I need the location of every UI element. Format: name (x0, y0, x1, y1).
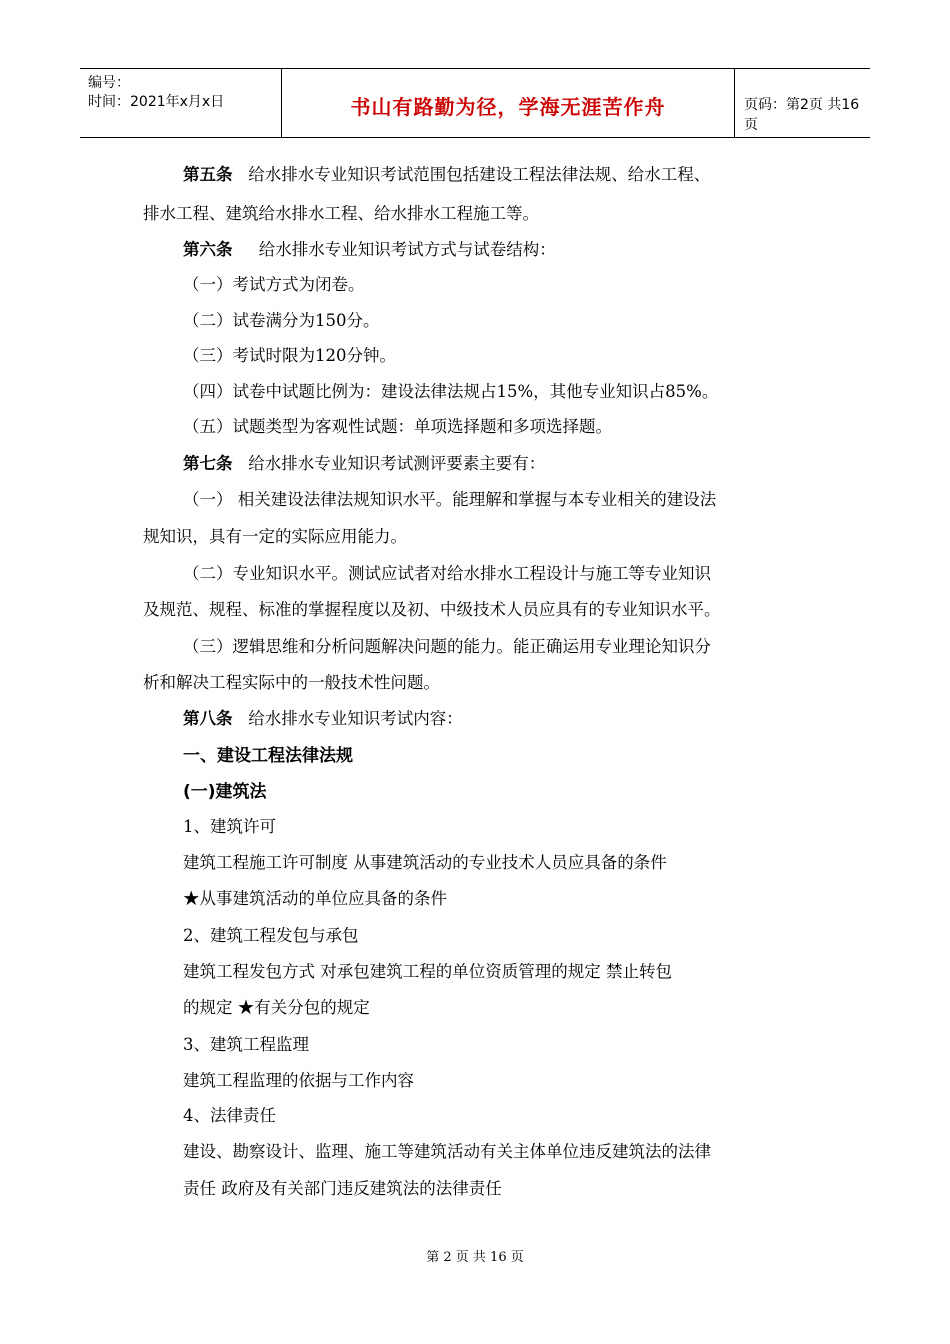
article-7-item-3-line-1: （三）逻辑思维和分析问题解决问题的能力。能正确运用专业理论知识分 (183, 637, 711, 656)
article-5-line-2: 排水工程、建筑给水排水工程、给水排水工程施工等。 (143, 204, 539, 223)
item-2-line-1: 建筑工程发包方式 对承包建筑工程的单位资质管理的规定 禁止转包 (183, 962, 672, 981)
article-8-line (183, 705, 463, 729)
time-label: 时间：2021年x月x日 (88, 94, 225, 110)
article-8-heading: 第八条 (183, 709, 233, 728)
article-7-text: 给水排水专业知识考试测评要素主要有： (248, 454, 546, 473)
article-7-item-2-line-1: （二）专业知识水平。测试应试者对给水排水工程设计与施工等专业知识 (183, 564, 711, 583)
section-heading-1: 一、建设工程法律法规 (183, 746, 353, 766)
header-meta-cell (80, 69, 281, 137)
item-2-title: 2、建筑工程发包与承包 (183, 926, 359, 945)
article-5-heading: 第五条 (183, 165, 233, 184)
item-2-line-2: 的规定 ★有关分包的规定 (183, 998, 370, 1017)
article-7-heading: 第七条 (183, 454, 233, 473)
article-7-line (183, 450, 545, 474)
item-3-title: 3、建筑工程监理 (183, 1035, 309, 1054)
article-6-item-4: （四）试卷中试题比例为：建设法律法规占15%，其他专业知识占85%。 (183, 382, 719, 401)
item-1-line-2: ★从事建筑活动的单位应具备的条件 (183, 889, 447, 908)
article-7-item-2-line-2: 及规范、规程、标准的掌握程度以及初、中级技术人员应具有的专业知识水平。 (143, 600, 721, 619)
number-label: 编号： (88, 75, 130, 91)
article-7-item-3-line-2: 析和解决工程实际中的一般技术性问题。 (143, 673, 440, 692)
subsection-heading-1: (一)建筑法 (183, 782, 267, 802)
article-6-item-2: （二）试卷满分为150分。 (183, 311, 380, 330)
article-7-item-1-line-1: （一） 相关建设法律法规知识水平。能理解和掌握与本专业相关的建设法 (183, 490, 717, 509)
article-7-item-1-line-2: 规知识，具有一定的实际应用能力。 (143, 527, 407, 546)
header-motto-cell (281, 69, 735, 137)
article-5-line-1 (183, 161, 710, 185)
header-page-cell (734, 69, 870, 137)
header-page-label: 页码：第2页 共16页 (744, 97, 860, 133)
article-6-text: 给水排水专业知识考试方式与试卷结构： (258, 240, 556, 259)
item-4-line-1: 建设、勘察设计、监理、施工等建筑活动有关主体单位违反建筑法的法律 (183, 1142, 711, 1161)
item-3-line-1: 建筑工程监理的依据与工作内容 (183, 1071, 414, 1090)
article-6-line (183, 236, 556, 260)
motto: 书山有路勤为径，学海无涯苦作舟 (350, 95, 666, 119)
item-4-line-2: 责任 政府及有关部门违反建筑法的法律责任 (183, 1179, 502, 1198)
page-footer: 第 2 页 共 16 页 (426, 1250, 524, 1265)
article-6-item-3: （三）考试时限为120分钟。 (183, 346, 396, 365)
item-1-line-1: 建筑工程施工许可制度 从事建筑活动的专业技术人员应具备的条件 (183, 853, 667, 872)
item-1-title: 1、建筑许可 (183, 817, 276, 836)
article-5-text: 给水排水专业知识考试范围包括建设工程法律法规、给水工程、 (248, 165, 711, 184)
page-header (80, 68, 870, 138)
article-6-item-1: （一）考试方式为闭卷。 (183, 275, 365, 294)
article-8-text: 给水排水专业知识考试内容： (248, 709, 463, 728)
article-6-heading: 第六条 (183, 240, 233, 259)
article-6-item-5: （五）试题类型为客观性试题：单项选择题和多项选择题。 (183, 417, 612, 436)
item-4-title: 4、法律责任 (183, 1106, 276, 1125)
